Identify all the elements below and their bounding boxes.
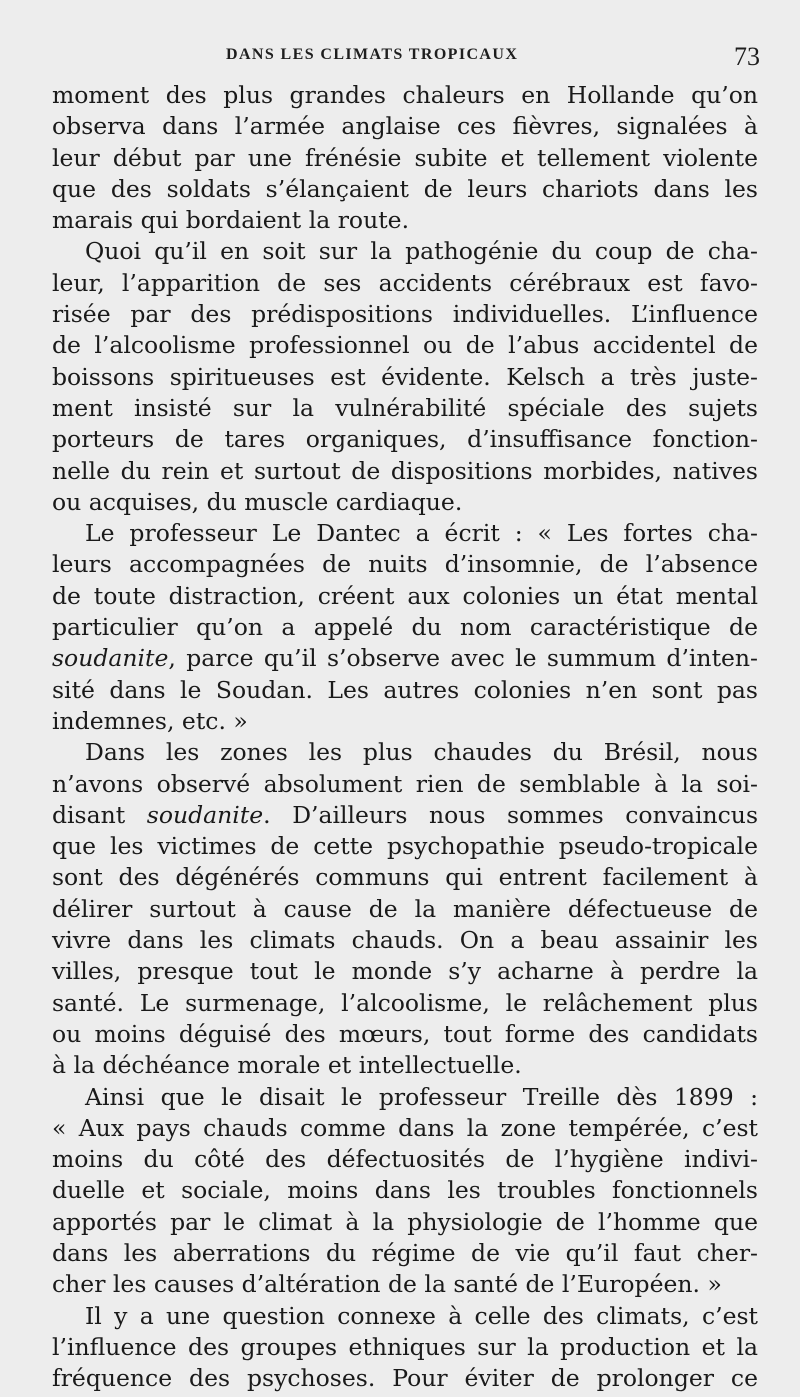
text-line [52, 1113, 758, 1144]
text-line [52, 487, 758, 518]
text-line-content: porteurs de tares organiques, d’insuffisance fonction- [52, 425, 758, 454]
italic-term: soudanite [146, 800, 264, 829]
text-line [52, 236, 758, 267]
text-line [52, 1050, 758, 1081]
body-text [52, 80, 758, 1394]
text-line [52, 1269, 758, 1300]
text-line-content: leurs accompagnées de nuits d’insomnie, de l’absence [52, 550, 758, 579]
text-line [52, 675, 758, 706]
text-line-content: leur début par une frénésie subite et tellement violente [52, 143, 758, 172]
text-line [52, 1175, 758, 1206]
text-line [52, 268, 758, 299]
text-line [52, 1238, 758, 1269]
text-line-content: leur, l’apparition de ses accidents cérébraux est favo- [52, 268, 758, 297]
text-line-content: duelle et sociale, moins dans les troubles fonctionnels [52, 1176, 758, 1205]
text-line [52, 925, 758, 956]
text-line-content: à la déchéance morale et intellectuelle. [52, 1051, 522, 1080]
text-line-content: moment des plus grandes chaleurs en Hollande qu’on [52, 81, 758, 109]
text-line [52, 111, 758, 142]
text-line-content: de toute distraction, créent aux colonies un état mental [52, 581, 758, 610]
text-line [52, 1144, 758, 1175]
text-line-content: indemnes, etc. » [52, 706, 248, 735]
text-line [52, 1019, 758, 1050]
text-line-content: « Aux pays chauds comme dans la zone tempérée, c’est [52, 1113, 758, 1142]
text-line-content: dans les aberrations du régime de vie qu’il faut cher- [52, 1238, 758, 1267]
text-line [52, 456, 758, 487]
text-line-content: santé. Le surmenage, l’alcoolisme, le relâchement plus [52, 988, 758, 1017]
text-line [52, 1082, 758, 1113]
text-line-content: Quoi qu’il en soit sur la pathogénie du coup de cha- [85, 237, 758, 266]
text-line [52, 362, 758, 393]
text-line [52, 706, 758, 737]
text-line-content: délirer surtout à cause de la manière défectueuse de [52, 894, 758, 923]
text-line [52, 205, 758, 236]
text-line [52, 956, 758, 987]
text-line [52, 518, 758, 549]
text-line-content: vivre dans les climats chauds. On a beau assainir les [52, 926, 758, 955]
text-line [52, 988, 758, 1019]
text-line [52, 1363, 758, 1394]
text-line [52, 612, 758, 643]
text-line [52, 143, 758, 174]
text-line-content: ou moins déguisé des mœurs, tout forme des candidats [52, 1019, 758, 1048]
text-line-content: n’avons observé absolument rien de semblable à la soi- [52, 769, 758, 798]
text-line [52, 581, 758, 612]
text-line-content: moins du côté des défectuosités de l’hygiène indivi- [52, 1145, 758, 1174]
text-line [52, 831, 758, 862]
text-line-content: Dans les zones les plus chaudes du Brésil, nous [85, 738, 758, 767]
text-line [52, 769, 758, 800]
text-line-content: observa dans l’armée anglaise ces fièvres, signalées à [52, 112, 758, 141]
text-line-content: nelle du rein et surtout de dispositions morbides, natives [52, 456, 758, 485]
text-line-content: sité dans le Soudan. Les autres colonies n’en sont pas [52, 675, 758, 704]
text-line [52, 393, 758, 424]
text-line-content: risée par des prédispositions individuelles. L’influence [52, 300, 758, 329]
text-line [52, 1301, 758, 1332]
text-line [52, 330, 758, 361]
italic-term: soudanite [52, 644, 169, 673]
text-line-content: ment insisté sur la vulnérabilité spéciale des sujets [52, 393, 758, 422]
text-line [52, 643, 758, 674]
text-line-content: . D’ailleurs nous sommes convaincus [263, 800, 758, 829]
text-line [52, 299, 758, 330]
text-line [52, 80, 758, 111]
text-line [52, 549, 758, 580]
text-line [52, 174, 758, 205]
text-line-content: ou acquises, du muscle cardiaque. [52, 487, 463, 516]
text-line-content: que des soldats s’élançaient de leurs chariots dans les [52, 174, 758, 203]
text-line-content: Ainsi que le disait le professeur Treille dès 1899 : [85, 1082, 758, 1111]
text-line [52, 894, 758, 925]
text-line-content: apportés par le climat à la physiologie de l’homme que [52, 1207, 758, 1236]
text-line [52, 800, 758, 831]
page-number: 73 [734, 42, 760, 71]
running-head [52, 42, 762, 74]
text-line-content: particulier qu’on a appelé du nom caractéristique de [52, 613, 758, 642]
text-line [52, 1332, 758, 1363]
text-line-content: que les victimes de cette psychopathie pseudo-tropicale [52, 832, 758, 861]
text-line-content: cher les causes d’altération de la santé de l’Européen. » [52, 1270, 722, 1299]
text-line [52, 424, 758, 455]
text-line-content: boissons spiritueuses est évidente. Kelsch a très juste- [52, 362, 758, 391]
text-line [52, 737, 758, 768]
text-line-content: de l’alcoolisme professionnel ou de l’abus accidentel de [52, 331, 758, 360]
text-line-prefix: disant [52, 800, 147, 829]
running-title: DANS LES CLIMATS TROPICAUX [226, 46, 519, 63]
text-line-content: l’influence des groupes ethniques sur la production et la [52, 1332, 758, 1361]
text-line-content: sont des dégénérés communs qui entrent facilement à [52, 863, 758, 892]
text-line-content: villes, presque tout le monde s’y acharne à perdre la [52, 957, 758, 986]
text-line [52, 862, 758, 893]
text-line-content: fréquence des psychoses. Pour éviter de prolonger ce [52, 1364, 758, 1393]
text-line-content: marais qui bordaient la route. [52, 206, 410, 235]
text-line [52, 1207, 758, 1238]
text-line-content: Il y a une question connexe à celle des climats, c’est [85, 1301, 758, 1330]
text-line-content: , parce qu’il s’observe avec le summum d’inten- [168, 644, 758, 673]
text-line-content: Le professeur Le Dantec a écrit : « Les fortes cha- [85, 519, 758, 548]
